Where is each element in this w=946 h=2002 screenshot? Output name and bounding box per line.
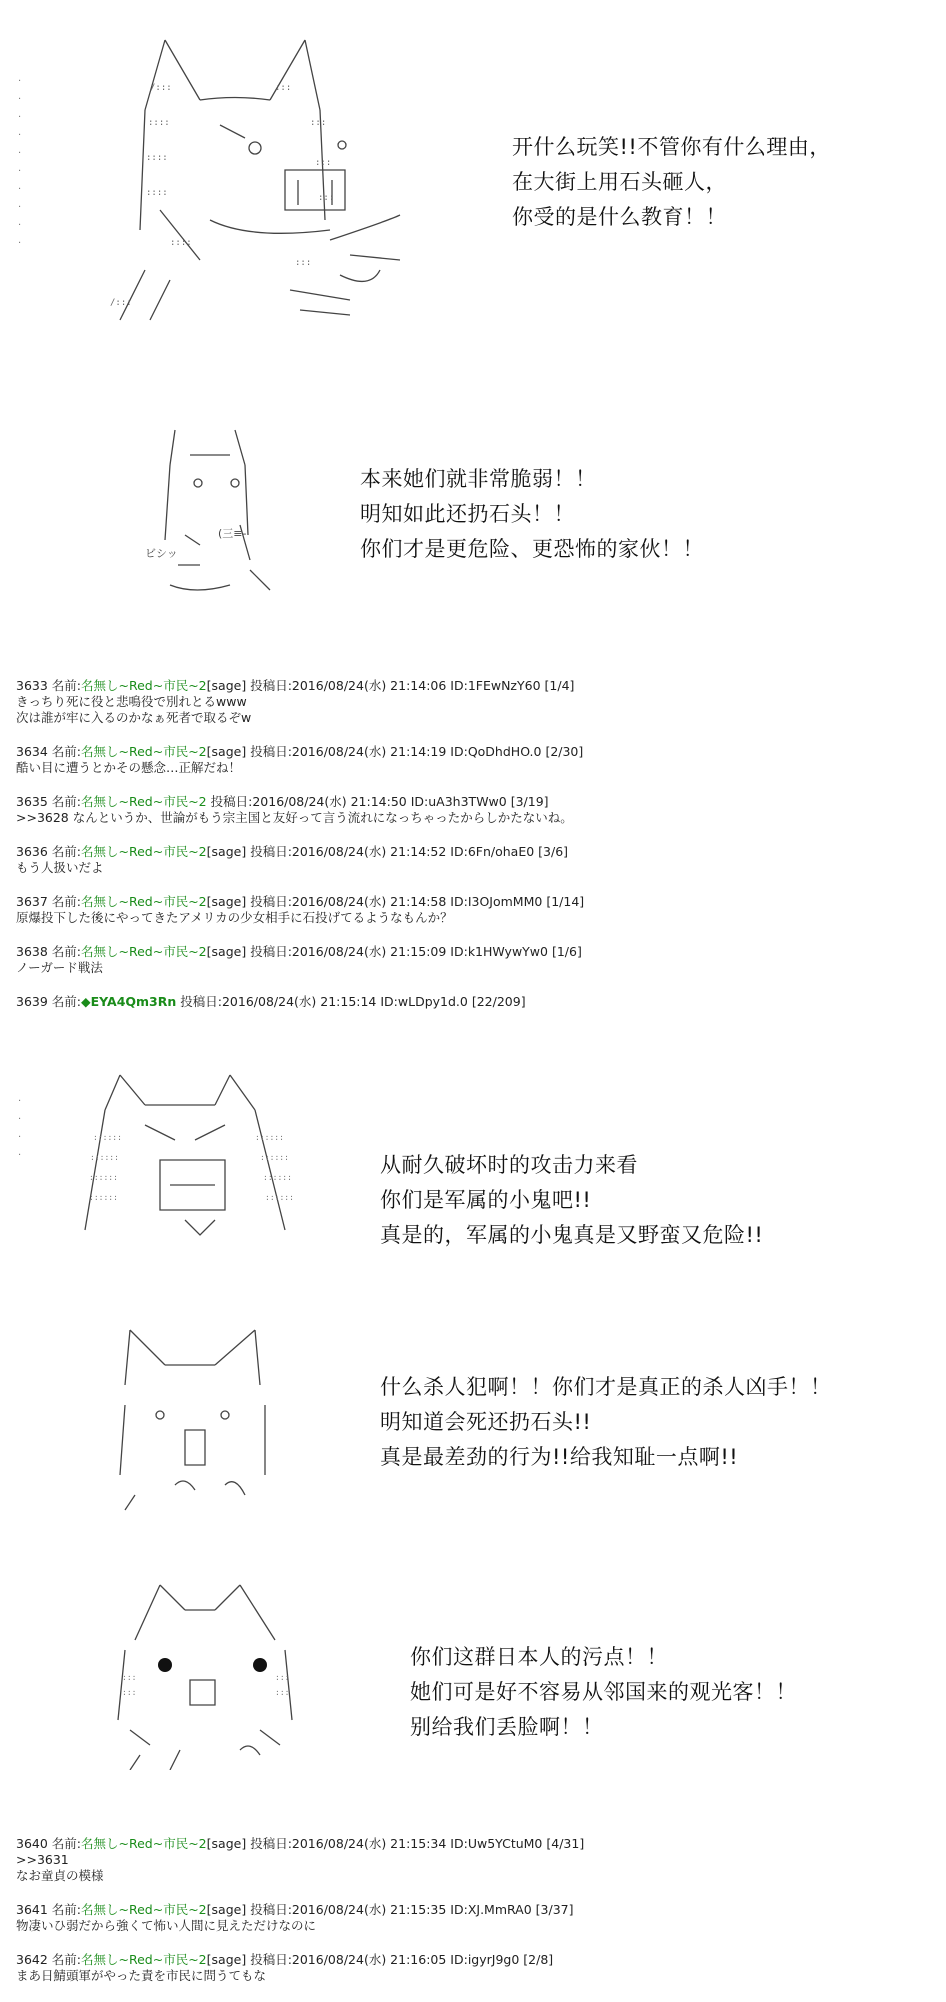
post-number: 3639 — [16, 994, 48, 1009]
ascii-art-cat-angry — [50, 30, 450, 330]
poster-name[interactable]: 名無し~Red~市民~2 — [81, 1836, 207, 1851]
scene-4 — [0, 1320, 946, 1520]
post — [16, 794, 584, 826]
post-count: [2/8] — [523, 1952, 554, 1967]
sage-tag: [sage] — [206, 1952, 247, 1967]
speech-line: 明知道会死还扔石头!! — [380, 1410, 592, 1434]
post-number: 3641 — [16, 1902, 48, 1917]
ascii-art-cat-shout — [115, 1325, 275, 1515]
svg-text:::::::: :::::: — [255, 1133, 284, 1142]
post-name-label: 名前: — [51, 994, 82, 1009]
post-number: 3640 — [16, 1836, 48, 1851]
thread-posts-b — [16, 1836, 584, 2002]
poster-id[interactable]: ID:QoDhdHO.0 — [450, 744, 542, 759]
art-label-motion: (三≡- — [218, 527, 247, 540]
post — [16, 1952, 584, 1984]
post-name-label: 名前: — [51, 1836, 82, 1851]
post-date: 投稿日:2016/08/24(水) 21:14:06 — [250, 678, 447, 693]
svg-text:::::::: :::::: — [260, 1153, 289, 1162]
svg-text:::::: :::: — [170, 238, 192, 248]
poster-name[interactable]: 名無し~Red~市民~2 — [81, 794, 207, 809]
svg-text:::::::: :::::: — [265, 1193, 294, 1202]
speech-text — [360, 462, 704, 567]
post-name-label: 名前: — [51, 678, 82, 693]
speech-line: 她们可是好不容易从邻国来的观光客！！ — [410, 1680, 797, 1704]
speech-line: 真是的，军属的小鬼真是又野蛮又危险!! — [380, 1223, 764, 1247]
poster-id[interactable]: ID:uA3h3TWw0 — [410, 794, 507, 809]
post-count: [3/6] — [538, 844, 569, 859]
poster-name[interactable]: 名無し~Red~市民~2 — [81, 744, 207, 759]
art-label: ビシッ — [145, 547, 178, 560]
post-count: [3/19] — [510, 794, 549, 809]
speech-line: 在大街上用石头砸人， — [512, 170, 727, 194]
speech-line: 你们这群日本人的污点！！ — [410, 1645, 668, 1669]
post-name-label: 名前: — [51, 944, 82, 959]
svg-text::::: ::: — [275, 1688, 290, 1697]
sage-tag: [sage] — [206, 844, 247, 859]
post — [16, 1836, 584, 1884]
scene-3 — [0, 1060, 946, 1280]
svg-text:::::: :::: — [146, 153, 168, 163]
post-name-label: 名前: — [51, 744, 82, 759]
post-number: 3636 — [16, 844, 48, 859]
svg-text::::: ::: — [122, 1688, 137, 1697]
post-count: [3/37] — [535, 1902, 574, 1917]
speech-text — [380, 1370, 832, 1475]
poster-name[interactable]: 名無し~Red~市民~2 — [81, 1952, 207, 1967]
poster-name[interactable]: 名無し~Red~市民~2 — [81, 894, 207, 909]
post-date: 投稿日:2016/08/24(水) 21:14:52 — [250, 844, 447, 859]
ascii-art-cat-staring — [110, 1580, 310, 1770]
speech-line: 你们才是更危险、更恐怖的家伙！！ — [360, 537, 704, 561]
post-body-line: なお童貞の模様 — [16, 1868, 104, 1883]
svg-text::::: ::: — [315, 158, 332, 168]
post-count: [2/30] — [545, 744, 584, 759]
scene-1 — [0, 0, 946, 330]
post-date: 投稿日:2016/08/24(水) 21:14:19 — [250, 744, 447, 759]
post-body-line: 原爆投下した後にやってきたアメリカの少女相手に石投げてるようなもんか？ — [16, 910, 453, 925]
poster-id[interactable]: ID:XJ.MmRA0 — [450, 1902, 532, 1917]
sage-tag: [sage] — [206, 744, 247, 759]
sage-tag: [sage] — [206, 1836, 247, 1851]
post-number: 3642 — [16, 1952, 48, 1967]
sage-tag: [sage] — [206, 1902, 247, 1917]
svg-text:::::::: :::::: — [89, 1173, 118, 1182]
speech-text — [380, 1148, 763, 1253]
poster-name[interactable]: 名無し~Red~市民~2 — [81, 678, 207, 693]
speech-text — [410, 1640, 797, 1745]
svg-text:::::::: :::::: — [263, 1173, 292, 1182]
post-name-label: 名前: — [51, 1952, 82, 1967]
thread-posts-a — [16, 678, 584, 1028]
post-body-line: 次は誰が牢に入るのかなぁ死者で取るぞw — [16, 710, 252, 725]
scene-5 — [0, 1570, 946, 1770]
post-date: 投稿日:2016/08/24(水) 21:14:58 — [250, 894, 447, 909]
poster-name[interactable]: 名無し~Red~市民~2 — [81, 944, 207, 959]
post-date: 投稿日:2016/08/24(水) 21:15:09 — [250, 944, 447, 959]
post-body-line: まあ日鯖頭軍がやった責を市民に問うてもな — [16, 1968, 267, 1983]
post-number: 3637 — [16, 894, 48, 909]
poster-trip[interactable]: ◆EYA4Qm3Rn — [81, 994, 177, 1009]
margin-dots: . . . . . . . . . . — [18, 73, 22, 246]
post-count: [4/31] — [546, 1836, 585, 1851]
svg-text:::::: :::: — [146, 188, 168, 198]
poster-id[interactable]: ID:1FEwNzY60 — [450, 678, 541, 693]
svg-text:::::::: :::::: — [90, 1153, 119, 1162]
post-body-line[interactable]: >>3631 — [16, 1852, 69, 1867]
poster-id[interactable]: ID:6Fn/ohaE0 — [450, 844, 535, 859]
speech-line: 明知如此还扔石头！！ — [360, 502, 575, 526]
post-count: [22/209] — [471, 994, 526, 1009]
post-date: 投稿日:2016/08/24(水) 21:15:35 — [250, 1902, 447, 1917]
svg-text:::::::: :::::: — [93, 1133, 122, 1142]
poster-name[interactable]: 名無し~Red~市民~2 — [81, 1902, 207, 1917]
post-date: 投稿日:2016/08/24(水) 21:15:14 — [180, 994, 377, 1009]
speech-line: 你受的是什么教育！！ — [512, 205, 727, 229]
poster-id[interactable]: ID:k1HWywYw0 — [450, 944, 548, 959]
post-date: 投稿日:2016/08/24(水) 21:16:05 — [250, 1952, 447, 1967]
speech-text — [512, 130, 831, 235]
poster-name[interactable]: 名無し~Red~市民~2 — [81, 844, 207, 859]
post-body-line: 酷い目に遭うとかその懸念…正解だね！ — [16, 760, 242, 775]
post — [16, 678, 584, 726]
post — [16, 844, 584, 876]
post-number: 3634 — [16, 744, 48, 759]
svg-text::::: ::: — [275, 83, 292, 93]
svg-text:::::: :::: — [148, 118, 170, 128]
poster-id[interactable]: ID:wLDpy1d.0 — [380, 994, 468, 1009]
svg-text::::: ::: — [122, 1673, 137, 1682]
poster-id[interactable]: ID:igyrJ9g0 — [450, 1952, 520, 1967]
post — [16, 1902, 584, 1934]
post-body-line: もう人扱いだよ — [16, 860, 104, 875]
sage-tag: [sage] — [206, 944, 247, 959]
sage-tag: [sage] — [206, 894, 247, 909]
svg-text::::: ::: — [275, 1673, 290, 1682]
post — [16, 994, 584, 1010]
svg-text:/:::: /::: — [110, 298, 132, 308]
speech-line: 本来她们就非常脆弱！！ — [360, 467, 597, 491]
post-count: [1/4] — [544, 678, 575, 693]
svg-text:/:::: /::: — [150, 83, 172, 93]
post-count: [1/14] — [546, 894, 585, 909]
post — [16, 944, 584, 976]
post-date: 投稿日:2016/08/24(水) 21:14:50 — [210, 794, 407, 809]
speech-line: 真是最差劲的行为!!给我知耻一点啊!! — [380, 1445, 739, 1469]
scene-2 — [0, 400, 946, 620]
post-name-label: 名前: — [51, 894, 82, 909]
post-count: [1/6] — [551, 944, 582, 959]
speech-line: 别给我们丢脸啊！！ — [410, 1715, 604, 1739]
post-body-line: >>3628 なんというか、世論がもう宗主国と友好って言う流れになっちゃったからしかたないね。 — [16, 810, 573, 825]
speech-line: 什么杀人犯啊！！你们才是真正的杀人凶手！！ — [380, 1375, 832, 1399]
margin-dots: . . . . — [18, 1093, 22, 1158]
speech-line: 从耐久破坏时的攻击力来看 — [380, 1153, 638, 1177]
sage-tag: [sage] — [206, 678, 247, 693]
speech-line: 开什么玩笑!!不管你有什么理由， — [512, 135, 831, 159]
post-body-line: 物凄いひ弱だから強くて怖い人間に見えただけなのに — [16, 1918, 317, 1933]
post-name-label: 名前: — [51, 844, 82, 859]
poster-id[interactable]: ID:I3OJomMM0 — [450, 894, 543, 909]
svg-text::::: ::: — [318, 193, 335, 203]
post-body-line: ノーガード戦法 — [16, 960, 103, 975]
ascii-art-cats-pair — [75, 1070, 315, 1250]
post-date: 投稿日:2016/08/24(水) 21:15:34 — [250, 1836, 447, 1851]
svg-text::::: ::: — [295, 258, 312, 268]
ascii-art-cat-pointing — [140, 425, 300, 600]
post — [16, 894, 584, 926]
speech-line: 你们是军属的小鬼吧!! — [380, 1188, 592, 1212]
svg-text::::: ::: — [310, 118, 327, 128]
post-number: 3633 — [16, 678, 48, 693]
post-body-line: きっちり死に役と悲鳴役で別れとるwww — [16, 694, 247, 709]
post-number: 3638 — [16, 944, 48, 959]
post — [16, 744, 584, 776]
post-name-label: 名前: — [51, 1902, 82, 1917]
poster-id[interactable]: ID:Uw5YCtuM0 — [450, 1836, 543, 1851]
post-number: 3635 — [16, 794, 48, 809]
post-name-label: 名前: — [51, 794, 82, 809]
svg-text:::::::: :::::: — [89, 1193, 118, 1202]
